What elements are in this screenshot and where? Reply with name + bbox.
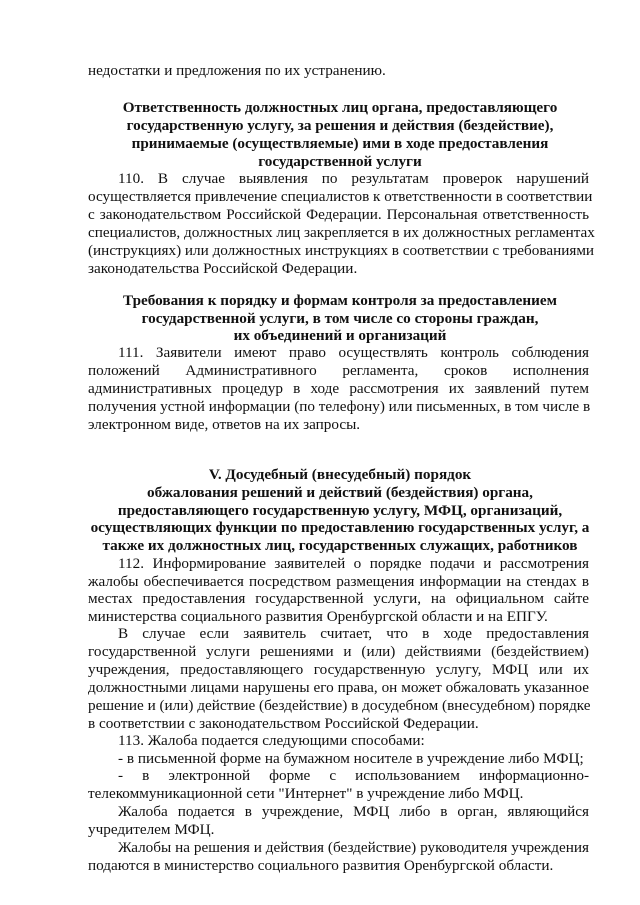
body-text-line: решение и (или) действие (бездействие) в досудебном (внесудебном) порядке: [88, 697, 591, 714]
section-heading-line: Требования к порядку и формам контроля за предоставлением: [123, 292, 557, 309]
body-text-line: 113. Жалоба подается следующими способами:: [118, 732, 425, 749]
section-heading-line: государственной услуги: [258, 153, 422, 170]
body-text-line: В случае если заявитель считает, что в ходе предоставления: [118, 625, 589, 642]
section-heading-line: предоставляющего государственную услугу, МФЦ, организаций,: [117, 502, 563, 519]
body-text-line: в соответствии с законодательством Российской Федерации.: [88, 715, 479, 732]
body-text-line: - в письменной форме на бумажном носителе в учреждение либо МФЦ;: [118, 750, 584, 767]
body-text-line: - в электронной форме с использованием информационно-: [118, 767, 589, 784]
body-text-line: 111. Заявители имеют право осуществлять контроль соблюдения: [118, 344, 589, 361]
body-text-line: Жалобы на решения и действия (бездействие) руководителя учреждения: [118, 839, 589, 856]
body-text-line: 110. В случае выявления по результатам проверок нарушений: [118, 170, 589, 187]
body-text-line: получения устной информации (по телефону) или письменных, в том числе в: [88, 398, 591, 415]
body-text-line: жалобы обеспечивается посредством размещения информации на стендах в: [88, 573, 589, 590]
section-heading-line: осуществляющих функции по предоставлению государственных услуг, а: [90, 519, 590, 536]
section-heading-line: также их должностных лиц, государственных служащих, работников: [102, 537, 578, 554]
body-text-line: министерства социального развития Оренбургской области и на ЕПГУ.: [88, 608, 548, 625]
body-text-line: с законодательством Российской Федерации. Персональная ответственность: [88, 206, 589, 223]
body-text-line: законодательства Российской Федерации.: [88, 260, 358, 277]
body-text-line: специалистов, должностных лиц закрепляется в их должностных регламентах: [88, 224, 595, 241]
section-heading-line: государственной услуги, в том числе со стороны граждан,: [141, 310, 539, 327]
body-text-line: осуществляется привлечение специалистов к ответственности в соответствии: [88, 188, 593, 205]
body-text-line: (инструкциях) или должностных инструкциях в соответствии с требованиями: [88, 242, 595, 259]
body-text-line: административных процедур в ходе рассмотрения их заявлений путем: [88, 380, 589, 397]
body-text-line: государственной услуги решениями и (или) действиями (бездействием): [88, 643, 589, 660]
body-text-line: местах предоставления государственной услуги, на официальном сайте: [88, 590, 589, 607]
body-text-line: Жалоба подается в учреждение, МФЦ либо в орган, являющийся: [118, 803, 589, 820]
section-heading-line: государственную услугу, за решения и действия (бездействие),: [126, 117, 554, 134]
body-text-line: 112. Информирование заявителей о порядке подачи и рассмотрения: [118, 555, 589, 572]
body-text-line: недостатки и предложения по их устранению.: [88, 62, 386, 79]
body-text-line: должностными лицами нарушены его права, он может обжаловать указанное: [88, 679, 589, 696]
body-text-line: электронном виде, ответов на их запросы.: [88, 416, 361, 433]
section-heading-line: Ответственность должностных лиц органа, предоставляющего: [122, 99, 558, 116]
body-text-line: учреждения, предоставляющего государственную услугу, МФЦ или их: [88, 661, 589, 678]
body-text-line: подаются в министерство социального развития Оренбургской области.: [88, 857, 554, 874]
section-heading-line: их объединений и организаций: [233, 327, 447, 344]
body-text-line: положений Административного регламента, сроков исполнения: [88, 362, 589, 379]
section-heading-line: обжалования решений и действий (бездействия) органа,: [147, 484, 533, 501]
section-heading-line: принимаемые (осуществляемые) ими в ходе предоставления: [131, 135, 549, 152]
body-text-line: телекоммуникационной сети "Интернет" в учреждение либо МФЦ.: [88, 785, 524, 802]
section-heading-line: V. Досудебный (внесудебный) порядок: [208, 466, 472, 483]
body-text-line: учредителем МФЦ.: [88, 821, 215, 838]
